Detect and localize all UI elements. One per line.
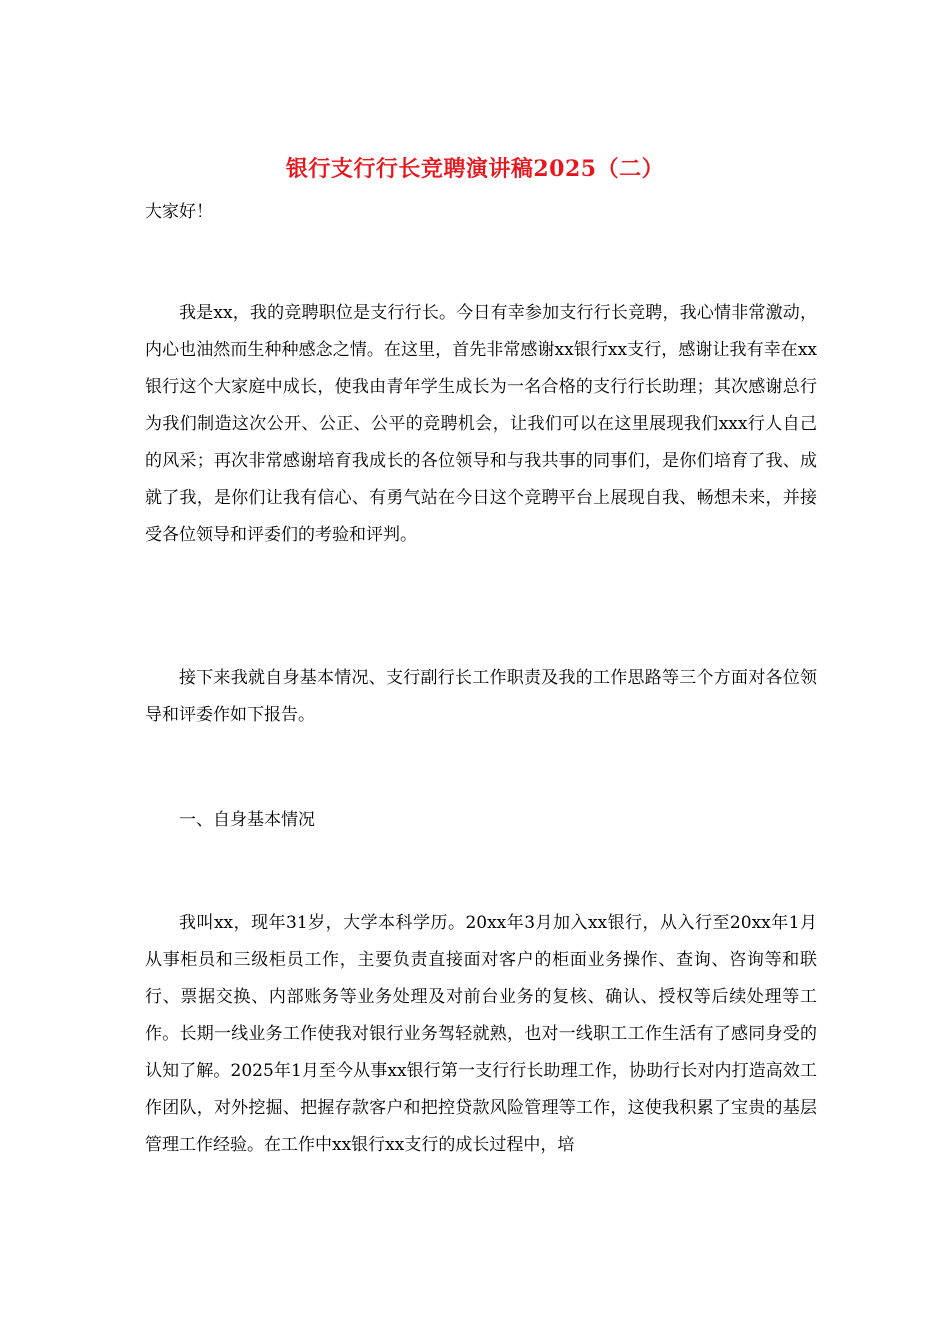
section-heading: 一、自身基本情况 xyxy=(179,810,315,830)
paragraph-background: 我叫xx，现年31岁，大学本科学历。20xx年3月加入xx银行，从入行至20xx年1月从事柜员和三级柜员工作，主要负责直接面对客户的柜面业务操作、查询、咨询等和联行、票据交换、内部账务等业务处理及对前台业务的复核、确认、授权等后续处理等工作。长期一线业务工作使我对银行业务驾轻就熟，也对一线职工工作生活有了感同身受的认知了解。2025年1月至今从事xx银行第一支行行长助理工作，协助行长对内打造高效工作团队，对外挖掘、把握存款客户和把控贷款风险管理等工作，这使我积累了宝贵的基层管理工作经验。在工作中xx银行xx支行的成长过程中，培 xyxy=(145,913,817,1155)
paragraph-outline: 接下来我就自身基本情况、支行副行长工作职责及我的工作思路等三个方面对各位领导和评委作如下报告。 xyxy=(145,668,817,725)
greeting: 大家好！ xyxy=(145,202,213,222)
document-title: 银行支行行长竞聘演讲稿2025（二） xyxy=(285,156,665,182)
paragraph-intro: 我是xx，我的竞聘职位是支行行长。今日有幸参加支行行长竞聘，我心情非常激动，内心也油然而生种种感念之情。在这里，首先非常感谢xx银行xx支行，感谢让我有幸在xx银行这个大家庭中成长，使我由青年学生成长为一名合格的支行行长助理；其次感谢总行为我们制造这次公开、公正、公平的竞聘机会，让我们可以在这里展现我们xxx行人自己的风采；再次非常感谢培育我成长的各位领导和与我共事的同事们，是你们培育了我、成就了我，是你们让我有信心、有勇气站在今日这个竞聘平台上展现自我、畅想未来，并接受各位领导和评委们的考验和评判。 xyxy=(145,303,817,545)
